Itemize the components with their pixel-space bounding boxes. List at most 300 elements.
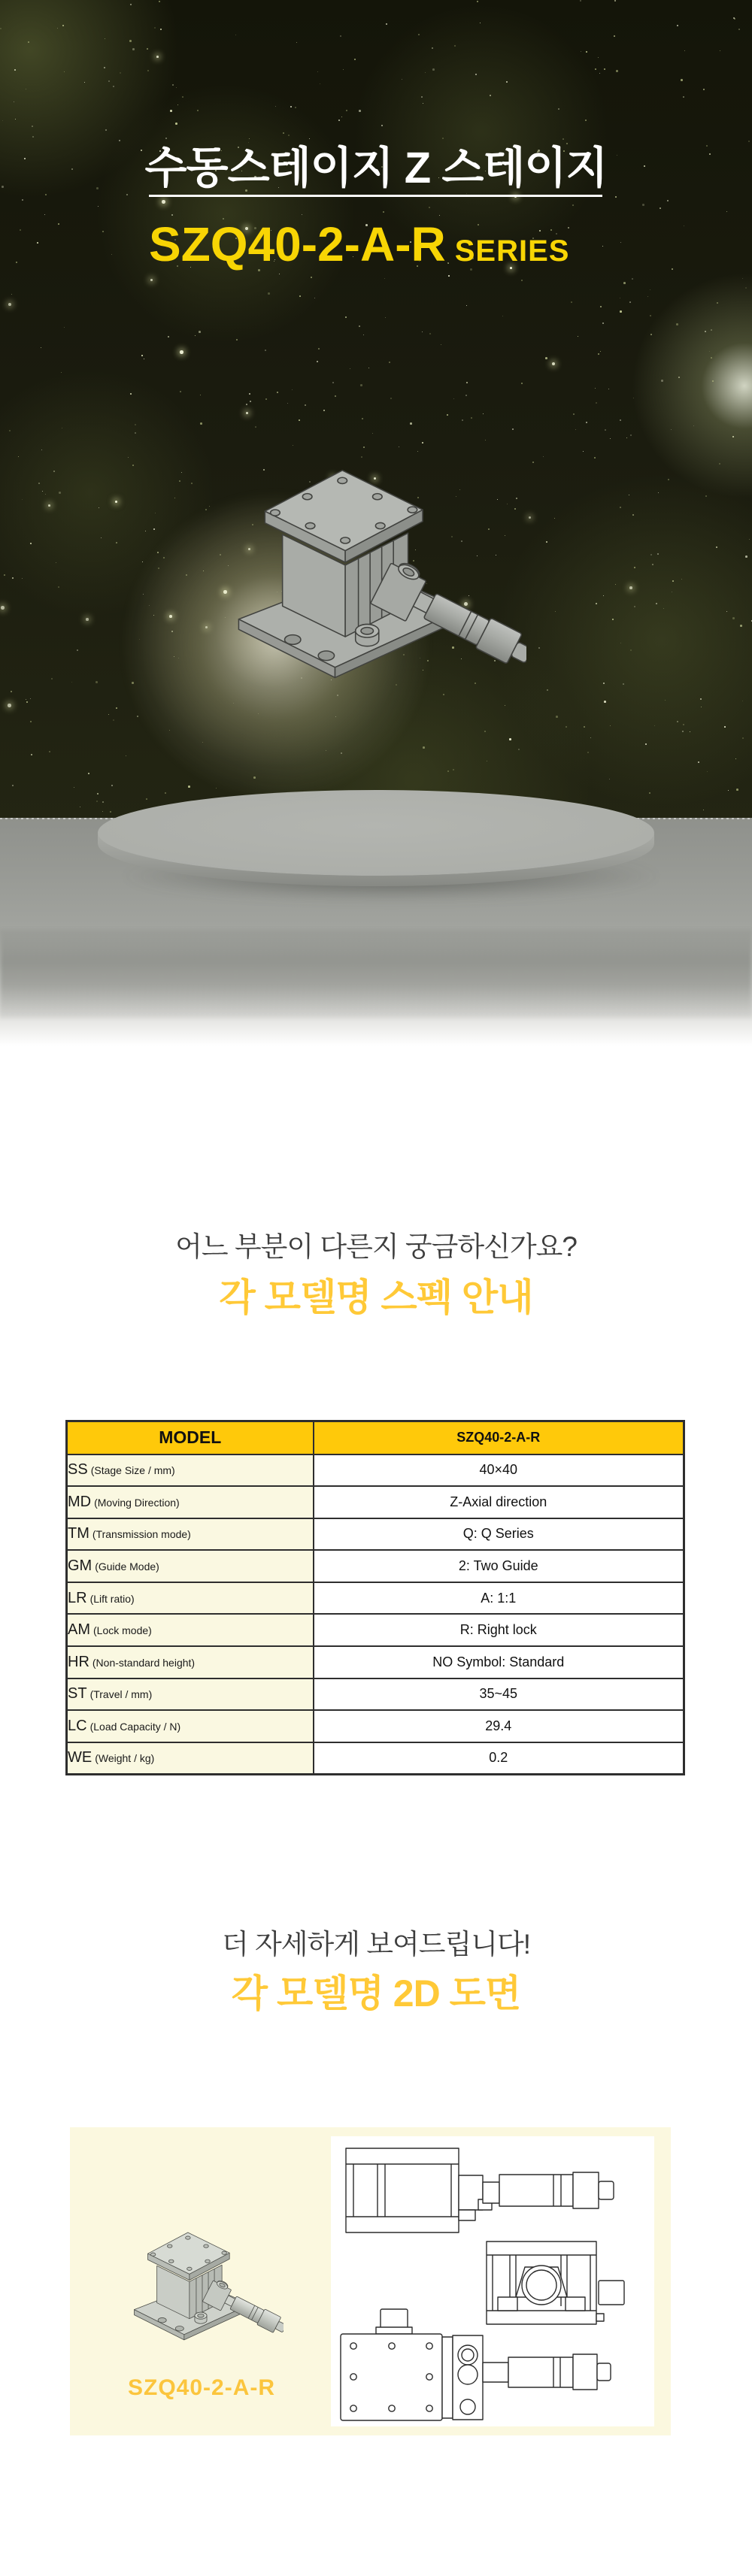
drawing-canvas (331, 2136, 654, 2426)
spec-value-cell: R: Right lock (314, 1614, 684, 1646)
star (610, 438, 611, 439)
spec-label-cell (67, 1486, 314, 1518)
star (672, 580, 674, 582)
star (147, 70, 149, 71)
star (359, 325, 360, 327)
star (732, 617, 735, 619)
star (716, 546, 717, 548)
star (32, 126, 33, 127)
spec-value-cell: A: 1:1 (314, 1582, 684, 1615)
star (18, 456, 19, 457)
star (96, 681, 98, 683)
star (466, 382, 468, 383)
star (338, 120, 340, 121)
star (340, 35, 341, 37)
star (20, 229, 21, 231)
star (616, 70, 618, 72)
star (335, 395, 336, 397)
star (0, 28, 2, 29)
star (572, 204, 574, 206)
star (42, 491, 43, 492)
star (490, 95, 491, 96)
star (363, 334, 364, 335)
star (586, 422, 587, 423)
spec-label-cell (67, 1710, 314, 1742)
star (738, 29, 740, 30)
star (512, 428, 514, 430)
spec-desc: (Stage Size / mm) (90, 1464, 175, 1477)
spec-table-row (67, 1550, 684, 1582)
star (448, 275, 450, 277)
star (160, 29, 162, 30)
star (26, 701, 28, 703)
star (16, 262, 17, 263)
spec-table-row (67, 1486, 684, 1518)
star (130, 4, 132, 5)
star (595, 68, 596, 70)
star (736, 789, 738, 791)
drawing-top-view (341, 2309, 611, 2420)
star (509, 738, 511, 740)
star (693, 425, 694, 426)
star (558, 108, 559, 110)
star (390, 398, 392, 399)
star (59, 492, 61, 494)
star (603, 683, 605, 684)
star (292, 389, 293, 390)
spec-label-cell (67, 1550, 314, 1582)
star (604, 701, 606, 703)
star (733, 17, 735, 19)
star (545, 357, 547, 359)
star (386, 23, 387, 25)
star (587, 752, 589, 753)
spec-desc: (Lock mode) (93, 1624, 152, 1637)
star (672, 268, 673, 270)
star (49, 751, 50, 752)
star (602, 322, 604, 324)
star (170, 110, 172, 112)
star (141, 355, 143, 356)
star (700, 698, 702, 700)
star (605, 429, 606, 431)
star (724, 726, 726, 728)
spec-section-title: 각 모델명 스펙 안내 (219, 1276, 533, 1318)
star (603, 595, 604, 596)
star (682, 731, 684, 732)
star (299, 295, 301, 297)
star (317, 361, 318, 362)
star (656, 603, 657, 604)
star (620, 310, 622, 313)
star (677, 721, 678, 722)
star (343, 69, 344, 70)
star (28, 41, 29, 43)
star (58, 223, 59, 225)
star (709, 351, 710, 352)
star (417, 451, 418, 452)
star (268, 292, 270, 295)
star (546, 541, 547, 543)
star (429, 207, 430, 208)
star (102, 231, 104, 232)
star (64, 71, 65, 72)
ground-texture (0, 929, 752, 1018)
star (676, 323, 678, 325)
star (595, 388, 596, 389)
star (171, 214, 173, 216)
spec-desc: (Non-standard height) (92, 1656, 196, 1669)
star (275, 106, 276, 107)
star (45, 494, 46, 495)
star (132, 465, 134, 466)
spec-table-row (67, 1646, 684, 1678)
spec-label-cell (67, 1646, 314, 1678)
star (642, 204, 644, 206)
star (598, 57, 599, 58)
star (620, 507, 621, 508)
star (265, 398, 267, 400)
star (9, 430, 11, 431)
star (250, 401, 251, 402)
star (681, 79, 683, 81)
star (113, 719, 114, 721)
star (632, 278, 633, 280)
star (538, 647, 540, 649)
star (703, 89, 705, 90)
star (176, 87, 177, 88)
star (658, 492, 659, 493)
title-divider (149, 195, 602, 197)
star (583, 451, 584, 452)
star (255, 426, 256, 428)
glow-star (1, 606, 5, 610)
star (466, 305, 467, 306)
series-title (149, 216, 569, 272)
star (532, 462, 534, 463)
star (57, 28, 58, 29)
star (566, 726, 567, 728)
star (671, 429, 672, 430)
star (147, 48, 148, 50)
star (678, 377, 680, 378)
spec-value-cell: 2: Two Guide (314, 1550, 684, 1582)
star (600, 306, 602, 307)
star (44, 214, 45, 215)
star (22, 199, 23, 201)
star (159, 1, 160, 2)
star (12, 577, 14, 579)
star (645, 743, 647, 745)
star (61, 372, 62, 373)
glow-star (552, 362, 555, 365)
star (265, 350, 266, 351)
star (129, 40, 132, 42)
star (64, 327, 65, 328)
star (363, 446, 365, 448)
star (383, 211, 384, 213)
spec-label-cell (67, 1518, 314, 1551)
star (590, 737, 591, 738)
star (742, 737, 744, 739)
star (88, 773, 89, 774)
star (661, 380, 663, 382)
star (657, 553, 659, 555)
star (197, 110, 199, 111)
spec-table-row (67, 1518, 684, 1551)
star (719, 463, 720, 465)
star (623, 683, 624, 685)
spec-value-cell: Z-Axial direction (314, 1486, 684, 1518)
star (132, 48, 135, 50)
star (698, 761, 699, 763)
star (683, 724, 684, 725)
star (22, 578, 23, 579)
star (584, 726, 585, 728)
star (683, 96, 684, 98)
star (612, 619, 614, 620)
spec-abbr: SS (68, 1461, 88, 1479)
spec-abbr: MD (68, 1493, 92, 1510)
star (660, 207, 661, 209)
display-podium (97, 786, 655, 888)
spec-value-cell: 40×40 (314, 1454, 684, 1487)
spec-desc: (Lift ratio) (89, 1592, 135, 1605)
star (421, 96, 423, 98)
spec-value-cell: 29.4 (314, 1710, 684, 1742)
star (573, 413, 575, 415)
glow-star (8, 303, 11, 306)
star (454, 45, 456, 47)
product-model-label: SZQ40-2-A-R (127, 2375, 276, 2400)
glow-star (115, 501, 117, 503)
glow-star (156, 56, 159, 58)
spec-label-cell (67, 1742, 314, 1775)
star (246, 404, 247, 405)
star (630, 649, 632, 651)
glow-star (180, 350, 183, 354)
star (712, 380, 714, 382)
spec-desc: (Transmission mode) (92, 1528, 191, 1541)
star (749, 539, 750, 540)
star (135, 432, 136, 434)
spec-label-cell (67, 1582, 314, 1615)
spec-table-model-value: SZQ40-2-A-R (314, 1421, 684, 1454)
star (521, 280, 523, 281)
star (667, 200, 669, 201)
star (630, 434, 632, 436)
star (11, 294, 12, 295)
star (105, 129, 107, 131)
star (705, 331, 706, 332)
star (381, 125, 383, 126)
star (634, 567, 635, 568)
spec-desc: (Guide Mode) (95, 1560, 159, 1573)
glow-star (150, 279, 153, 281)
star (172, 84, 174, 86)
spec-desc: (Moving Direction) (94, 1496, 180, 1509)
spec-abbr: LC (68, 1718, 87, 1735)
spec-table-row (67, 1710, 684, 1742)
star (614, 35, 615, 37)
drawing-section-title: 각 모델명 2D 도면 (231, 1972, 521, 2014)
star (111, 254, 112, 255)
star (71, 682, 72, 683)
star (277, 392, 278, 393)
glow-star (246, 412, 248, 414)
star (462, 419, 463, 421)
star (732, 436, 734, 437)
star (30, 698, 31, 699)
star (299, 419, 300, 421)
star (77, 649, 78, 651)
star (84, 82, 85, 83)
star (652, 564, 653, 565)
spec-table-row (67, 1678, 684, 1711)
glow-star (8, 704, 11, 707)
star (108, 80, 110, 82)
star (51, 678, 53, 680)
star (135, 424, 136, 425)
star (30, 721, 32, 722)
star (728, 790, 729, 791)
series-suffix: SERIES (454, 235, 570, 268)
star (726, 611, 727, 612)
star (742, 278, 743, 279)
star (615, 584, 616, 585)
spec-table-body (67, 1454, 684, 1775)
star (484, 731, 486, 732)
star (318, 348, 320, 350)
star (506, 81, 508, 83)
star (632, 514, 634, 516)
spec-abbr: ST (68, 1685, 87, 1703)
star (422, 331, 423, 332)
star (116, 707, 117, 709)
spec-value-cell: Q: Q Series (314, 1518, 684, 1551)
star (154, 27, 156, 29)
star (175, 123, 177, 125)
star (556, 716, 558, 718)
star (181, 472, 182, 473)
star (199, 331, 201, 333)
star (182, 96, 183, 98)
star (447, 414, 448, 416)
star (465, 395, 467, 396)
spec-label-cell (67, 1678, 314, 1711)
star (483, 413, 484, 414)
star (168, 336, 169, 338)
star (177, 104, 178, 105)
spec-table-row (67, 1582, 684, 1615)
star (585, 120, 587, 121)
spec-section-subtitle: 어느 부분이 다른지 궁금하신가요? (175, 1231, 577, 1262)
star (287, 403, 288, 404)
star (596, 402, 597, 404)
product-3d-thumbnail (124, 2229, 284, 2358)
star (650, 334, 652, 335)
star (120, 72, 121, 74)
star (745, 555, 747, 558)
star (290, 106, 292, 107)
star (604, 68, 605, 70)
spec-table (65, 1420, 685, 1775)
spec-table-row (67, 1742, 684, 1775)
star (620, 419, 621, 421)
star (14, 69, 16, 71)
star (600, 351, 601, 352)
star (30, 543, 32, 544)
star (113, 86, 114, 87)
star (717, 302, 718, 304)
star (650, 315, 651, 316)
star (2, 120, 3, 121)
star (116, 542, 117, 543)
spec-value-cell: NO Symbol: Standard (314, 1646, 684, 1678)
star (236, 339, 238, 341)
star (128, 457, 129, 458)
star (711, 357, 712, 359)
star (626, 437, 627, 438)
series-name: SZQ40-2-A-R (149, 217, 446, 271)
star (389, 362, 390, 363)
star (62, 25, 64, 26)
star (677, 25, 678, 26)
drawing-panel (70, 2127, 671, 2435)
spec-value-cell: 35~45 (314, 1678, 684, 1711)
2d-drawings (331, 2136, 654, 2426)
star (726, 211, 727, 212)
glow-star (529, 516, 531, 519)
spec-desc: (Load Capacity / N) (89, 1721, 181, 1733)
star (684, 50, 685, 51)
star (668, 479, 669, 480)
star (360, 384, 362, 386)
star (384, 278, 385, 279)
drawing-front-view (487, 2242, 624, 2324)
spec-desc: (Travel / mm) (89, 1688, 153, 1701)
star (296, 42, 297, 43)
star (575, 429, 576, 430)
star (249, 393, 250, 395)
spec-abbr: HR (68, 1653, 89, 1670)
glow-star (629, 586, 632, 589)
star (598, 353, 599, 355)
star (650, 554, 652, 555)
star (37, 242, 38, 244)
star (602, 246, 603, 247)
star (620, 242, 621, 243)
star (475, 74, 477, 75)
star (58, 586, 59, 588)
spec-abbr: TM (68, 1525, 89, 1542)
star (22, 499, 23, 500)
star (610, 725, 611, 726)
drawing-section-subtitle: 더 자세하게 보여드립니다! (221, 1929, 530, 1960)
star (346, 110, 347, 111)
star (311, 277, 312, 278)
star (11, 691, 12, 692)
star (599, 73, 600, 74)
star (586, 51, 587, 53)
spec-desc: (Weight / kg) (95, 1752, 155, 1765)
star (711, 329, 712, 331)
spec-abbr: LR (68, 1589, 87, 1606)
star (521, 383, 523, 384)
star (317, 71, 318, 72)
star (15, 119, 16, 120)
star (101, 537, 102, 538)
